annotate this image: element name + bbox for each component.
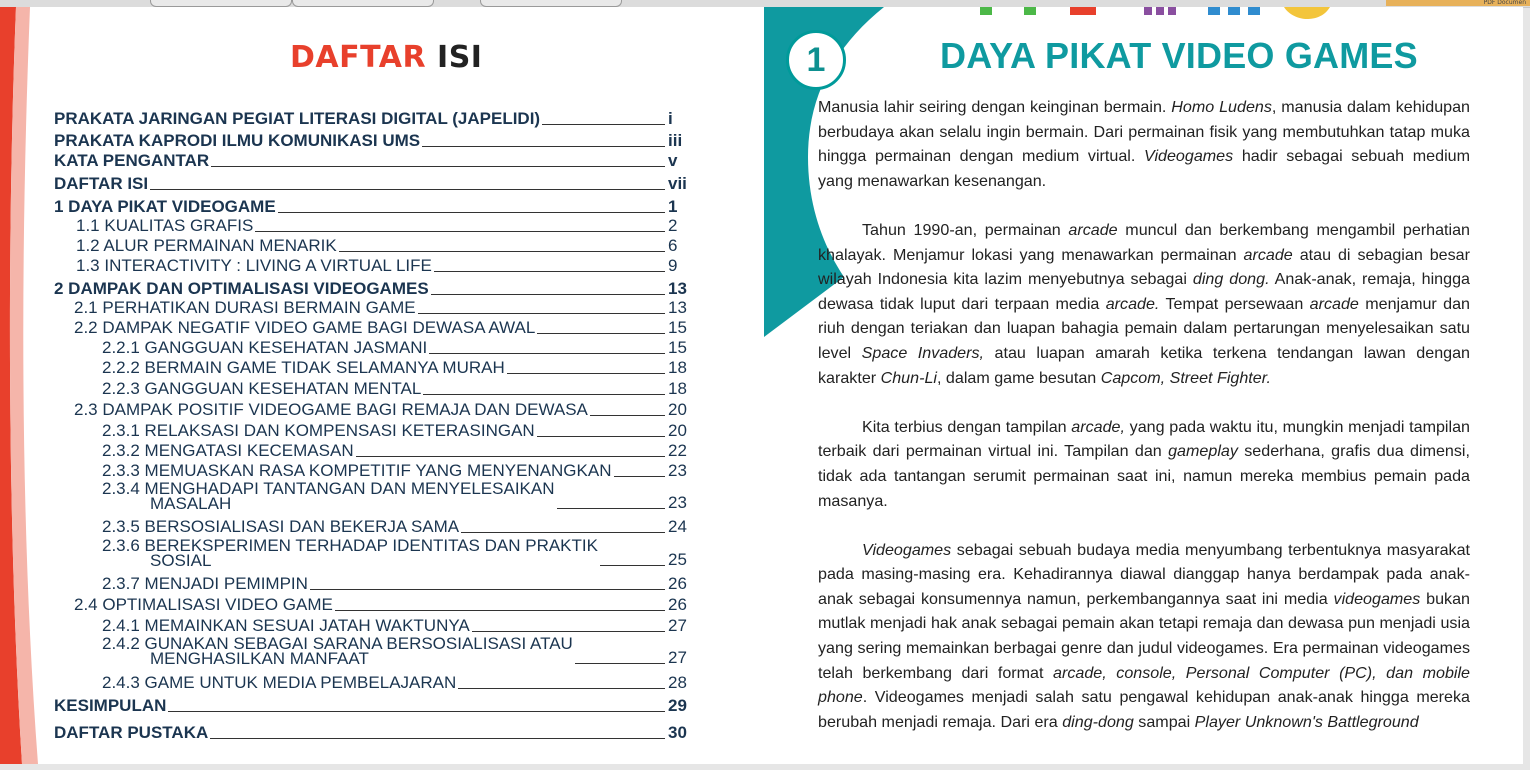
toc-entry[interactable]: 2.4.3 GAME UNTUK MEDIA PEMBELAJARAN 28: [102, 673, 687, 692]
chapter-title: DAYA PIKAT VIDEO GAMES: [940, 35, 1418, 76]
toc-entry[interactable]: 2.3.5 BERSOSIALISASI DAN BEKERJA SAMA 24: [102, 517, 687, 536]
chapter-number: 1: [786, 30, 846, 90]
toc-entry[interactable]: 2 DAMPAK DAN OPTIMALISASI VIDEOGAMES 13: [54, 279, 687, 298]
toc-entry[interactable]: 2.2 DAMPAK NEGATIF VIDEO GAME BAGI DEWASA AWAL 15: [74, 318, 687, 337]
toc-entry[interactable]: 2.3.6 BEREKSPERIMEN TERHADAP IDENTITAS DAN PRAKTIK SOSIAL 25: [102, 536, 687, 570]
toc-title-word2: ISI: [437, 40, 483, 75]
toc-entry[interactable]: PRAKATA JARINGAN PEGIAT LITERASI DIGITAL (JAPELIDI) i: [54, 109, 673, 128]
toc-entry[interactable]: 1.1 KUALITAS GRAFIS 2: [76, 216, 678, 235]
toc-entry[interactable]: 1.3 INTERACTIVITY : LIVING A VIRTUAL LIFE 9: [76, 256, 678, 275]
chapter-body: [818, 95, 1470, 759]
paragraph: Kita terbius dengan tampilan arcade, yang pada waktu itu, mungkin menjadi tampilan terbaik dari permainan virtual ini. Tampilan dan gameplay sederhana, grafis dua dimensi, tidak ada tantangan serumit permainan saat ini, namun mereka membius pemain pada masanya.: [818, 417, 1470, 510]
viewer-tab[interactable]: [480, 0, 622, 7]
toc-entry[interactable]: 2.4.1 MEMAINKAN SESUAI JATAH WAKTUNYA 27: [102, 616, 687, 635]
toc-entry[interactable]: 2.4.2 GUNAKAN SEBAGAI SARANA BERSOSIALISASI ATAU MENGHASILKAN MANFAAT 27: [102, 634, 687, 668]
toc-title-word1: DAFTAR: [290, 40, 427, 75]
toc-entry[interactable]: 2.1 PERHATIKAN DURASI BERMAIN GAME 13: [74, 298, 687, 317]
toc-entry[interactable]: 2.2.2 BERMAIN GAME TIDAK SELAMANYA MURAH 18: [102, 358, 687, 377]
chapter-page: [764, 7, 1523, 764]
toc-entry[interactable]: 1.2 ALUR PERMAINAN MENARIK 6: [76, 236, 678, 255]
toc-entry[interactable]: DAFTAR ISI vii: [54, 174, 687, 193]
viewer-top-right-label[interactable]: PDF Documen: [1386, 0, 1530, 6]
toc-entry[interactable]: 2.3.1 RELAKSASI DAN KOMPENSASI KETERASINGAN 20: [102, 421, 687, 440]
toc-entry[interactable]: PRAKATA KAPRODI ILMU KOMUNIKASI UMS iii: [54, 131, 683, 150]
toc-entry[interactable]: 2.2.1 GANGGUAN KESEHATAN JASMANI 15: [102, 338, 687, 357]
red-stripe-decoration: [0, 7, 40, 764]
viewer-tab[interactable]: [150, 0, 292, 7]
toc-entry[interactable]: 2.4 OPTIMALISASI VIDEO GAME 26: [74, 595, 687, 614]
viewer-tab[interactable]: [292, 0, 434, 7]
toc-page: [0, 7, 764, 764]
toc-entry[interactable]: 2.3.7 MENJADI PEMIMPIN 26: [102, 574, 687, 593]
toc-entry[interactable]: 2.3.2 MENGATASI KECEMASAN 22: [102, 441, 687, 460]
toc-entry[interactable]: 2.3.3 MEMUASKAN RASA KOMPETITIF YANG MENYENANGKAN 23: [102, 461, 687, 480]
paragraph: Manusia lahir seiring dengan keinginan bermain. Homo Ludens, manusia dalam kehidupan berbudaya akan selalu ingin bermain. Dari permainan fisik yang membutuhkan tatap muka hingga permainan dengan medium virtual. Videogames hadir sebagai sebuah medium yang menawarkan kesenangan.: [818, 98, 1471, 190]
toc-entry[interactable]: 2.3.4 MENGHADAPI TANTANGAN DAN MENYELESAIKAN MASALAH 23: [102, 479, 687, 513]
toc-entry[interactable]: KESIMPULAN 29: [54, 696, 687, 715]
toc-entry[interactable]: DAFTAR PUSTAKA 30: [54, 723, 687, 742]
paragraph: Tahun 1990-an, permainan arcade muncul dan berkembang mengambil perhatian khalayak. Menjamur lokasi yang menawarkan permainan arcade atau di sebagian besar wilayah Indonesia kita lazim menyebutnya sebagai ding dong. Anak-anak, remaja, hingga dewasa tidak luput dari terpaan media arcade. Tempat persewaan arcade menjamur dan riuh dengan teriakan dan luapan bahagia pemain dalam pertarungan menyelesaikan satu level Space Invaders, atau luapan amarah ketika terkena tendangan lawan dengan karakter Chun-Li, dalam game besutan Capcom, Street Fighter.: [818, 220, 1470, 387]
toc-title: [290, 40, 482, 75]
toc-entry[interactable]: KATA PENGANTAR v: [54, 151, 678, 170]
toc-entry[interactable]: 2.2.3 GANGGUAN KESEHATAN MENTAL 18: [102, 379, 687, 398]
toc-entry[interactable]: 1 DAYA PIKAT VIDEOGAME 1: [54, 197, 678, 216]
paragraph: Videogames sebagai sebuah budaya media menyumbang terbentuknya masyarakat pada masing-masing era. Kehadirannya diawal dianggap hanya berdampak pada anak-anak sebagai konsumennya namun, perkembangannya saat ini media videogames bukan mutlak menjadi hak anak sebagai pemain akan tetapi remaja dan dewasa pun menjadi usia yang sering memainkan berbagai genre dan judul videogames. Era permainan videogames telah berkembang dari format arcade, console, Personal Computer (PC), dan mobile phone. Videogames menjadi salah satu pengawal kehidupan anak-anak hingga mereka berubah menjadi remaja. Dari era ding-dong sampai Player Unknown's Battleground: [818, 540, 1470, 731]
toc-entry[interactable]: 2.3 DAMPAK POSITIF VIDEOGAME BAGI REMAJA DAN DEWASA 20: [74, 400, 687, 419]
